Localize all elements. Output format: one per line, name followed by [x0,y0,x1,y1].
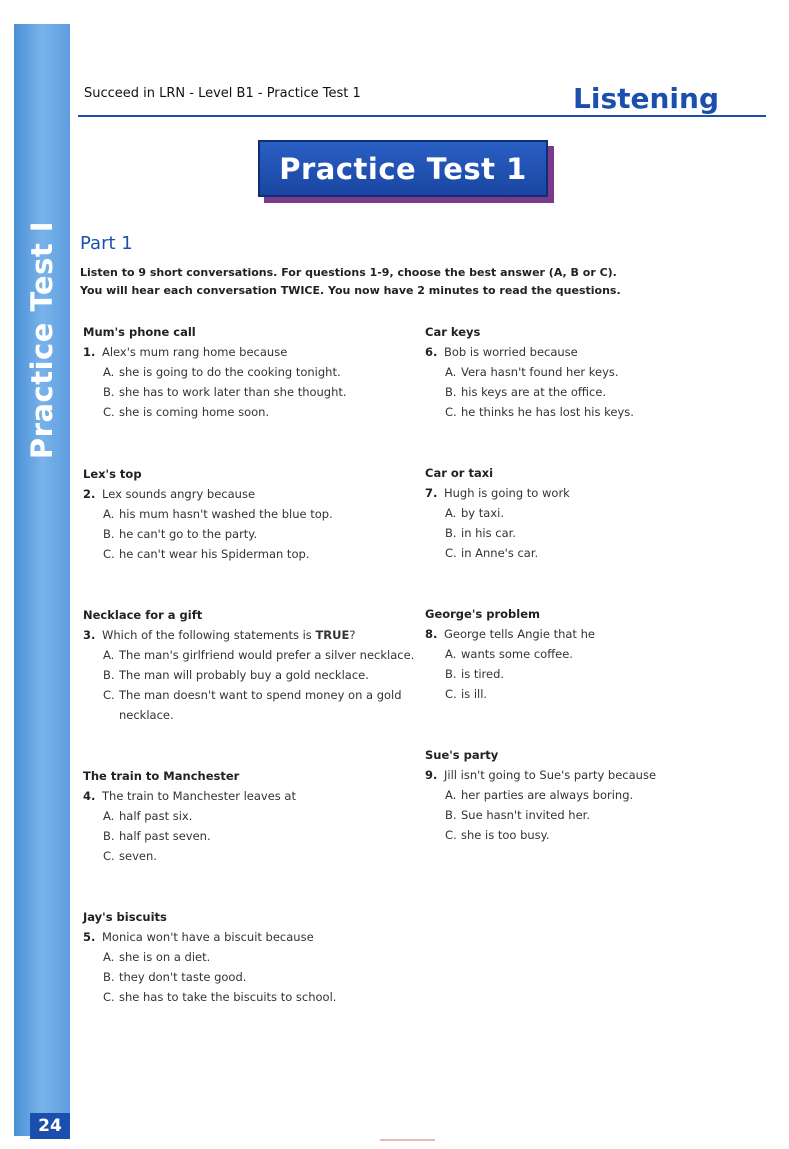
question-text: Hugh is going to work [444,486,570,500]
question-stem [425,624,755,644]
question-title: Sue's party [425,748,499,762]
question-text: Monica won't have a biscuit because [102,930,314,944]
question-stem [425,483,755,503]
answer-option[interactable] [103,665,423,685]
option-text: she is on a diet. [119,950,211,964]
answer-option[interactable] [445,362,755,382]
option-letter: C. [103,990,115,1004]
option-text: The man doesn't want to spend money on a gold [119,688,402,702]
option-letter: B. [103,527,115,541]
question-text: Lex sounds angry because [102,487,256,501]
answer-option[interactable] [445,543,755,563]
question-block-8 [425,604,755,704]
answer-option[interactable] [103,846,423,866]
question-title: George's problem [425,607,540,621]
option-letter: A. [103,507,115,521]
page-number: 24 [30,1113,70,1139]
option-text: wants some coffee. [461,647,573,661]
option-letter: A. [445,506,457,520]
question-block-9 [425,745,755,845]
question-stem [83,927,423,947]
question-number: 2. [83,487,96,501]
part-title: Part 1 [80,233,133,254]
answer-option[interactable] [103,504,423,524]
option-text: he thinks he has lost his keys. [461,405,634,419]
answer-option[interactable] [103,685,423,705]
option-text: by taxi. [461,506,504,520]
option-text: is ill. [461,687,488,701]
option-letter: C. [103,849,115,863]
answer-option[interactable] [445,785,755,805]
footer-mark [380,1139,435,1141]
option-text: she has to take the biscuits to school. [119,990,337,1004]
question-number: 4. [83,789,96,803]
option-letter: A. [103,648,115,662]
answer-option[interactable] [103,947,423,967]
question-stem [83,625,423,645]
option-letter: B. [103,668,115,682]
option-letter: C. [445,687,457,701]
sidebar-label-text: Practice Test I [25,220,59,460]
option-letter: A. [445,788,457,802]
question-title: Car or taxi [425,466,494,480]
answer-option[interactable] [103,645,423,665]
option-letter: A. [445,365,457,379]
option-letter: B. [445,385,457,399]
option-text: half past six. [119,809,193,823]
option-text: The man's girlfriend would prefer a silver necklace. [119,648,415,662]
option-text: her parties are always boring. [461,788,634,802]
question-title: Necklace for a gift [83,608,203,622]
option-text: is tired. [461,667,505,681]
question-stem [425,765,755,785]
question-emphasis: TRUE [315,628,350,642]
option-text: she is too busy. [461,828,550,842]
question-block-4 [83,766,423,866]
option-letter: B. [445,667,457,681]
option-letter: A. [445,647,457,661]
question-text: Which of the following statements is [102,628,312,642]
option-text: The man will probably buy a gold necklace. [119,668,369,682]
option-text: Vera hasn't found her keys. [461,365,619,379]
option-text: he can't wear his Spiderman top. [119,547,310,561]
answer-option[interactable] [445,382,755,402]
option-letter: A. [103,950,115,964]
question-title: Car keys [425,325,481,339]
option-letter: B. [103,970,115,984]
option-text: his keys are at the office. [461,385,607,399]
question-text-end: ? [349,628,356,642]
answer-option[interactable] [103,967,423,987]
question-text: Bob is worried because [444,345,578,359]
answer-option[interactable] [445,805,755,825]
option-text: in Anne's car. [461,546,539,560]
question-stem [425,342,755,362]
answer-option[interactable] [103,362,423,382]
answer-option[interactable] [103,402,423,422]
question-block-3 [83,605,423,725]
question-number: 8. [425,627,438,641]
option-text: she is going to do the cooking tonight. [119,365,341,379]
option-letter: C. [103,547,115,561]
option-letter: A. [103,365,115,379]
question-title: The train to Manchester [83,769,240,783]
option-text: he can't go to the party. [119,527,258,541]
question-stem [83,484,423,504]
question-text: The train to Manchester leaves at [102,789,296,803]
option-letter: C. [445,405,457,419]
answer-option[interactable] [103,382,423,402]
option-text: his mum hasn't washed the blue top. [119,507,333,521]
header-divider [78,115,766,117]
answer-option[interactable] [103,544,423,564]
question-title: Lex's top [83,467,142,481]
banner-title: Practice Test 1 [279,151,527,186]
answer-option[interactable] [445,503,755,523]
question-block-7 [425,463,755,563]
option-text: in his car. [461,526,516,540]
answer-option[interactable] [103,524,423,544]
question-text: Jill isn't going to Sue's party because [444,768,657,782]
question-number: 9. [425,768,438,782]
answer-option[interactable] [445,402,755,422]
option-letter: C. [445,546,457,560]
option-letter: C. [103,688,115,702]
option-letter: B. [445,526,457,540]
question-stem [83,342,423,362]
sidebar-band [14,24,70,1136]
answer-option[interactable] [103,987,423,1007]
option-letter: C. [445,828,457,842]
question-number: 7. [425,486,438,500]
answer-option[interactable] [445,644,755,664]
option-text: she has to work later than she thought. [119,385,347,399]
question-title: Mum's phone call [83,325,196,339]
question-block-1 [83,322,423,422]
option-text: half past seven. [119,829,211,843]
question-title: Jay's biscuits [83,910,167,924]
option-letter: B. [103,829,115,843]
option-letter: B. [445,808,457,822]
header-title: Succeed in LRN - Level B1 - Practice Test 1 [84,86,361,101]
option-text: they don't taste good. [119,970,247,984]
option-text: she is coming home soon. [119,405,270,419]
question-text: Alex's mum rang home because [102,345,288,359]
practice-test-banner [258,140,548,197]
section-title: Listening [573,82,719,115]
answer-option[interactable] [103,806,423,826]
instructions [80,264,621,300]
answer-option[interactable] [445,523,755,543]
option-text-continuation: necklace. [119,708,174,722]
question-stem [83,786,423,806]
question-number: 6. [425,345,438,359]
option-letter: C. [103,405,115,419]
option-text: seven. [119,849,157,863]
question-number: 1. [83,345,96,359]
option-letter: B. [103,385,115,399]
question-block-5 [83,907,423,1007]
instruction-line: You will hear each conversation TWICE. You now have 2 minutes to read the questions. [80,284,621,297]
question-number: 5. [83,930,96,944]
question-number: 3. [83,628,96,642]
answer-option[interactable] [445,825,755,845]
answer-option[interactable] [445,684,755,704]
option-letter: A. [103,809,115,823]
answer-option[interactable] [103,826,423,846]
instruction-line: Listen to 9 short conversations. For questions 1-9, choose the best answer (A, B or C). [80,266,617,279]
option-text: Sue hasn't invited her. [461,808,590,822]
question-block-6 [425,322,755,422]
sidebar-label [14,220,70,460]
question-text: George tells Angie that he [444,627,595,641]
question-block-2 [83,464,423,564]
answer-option[interactable] [445,664,755,684]
